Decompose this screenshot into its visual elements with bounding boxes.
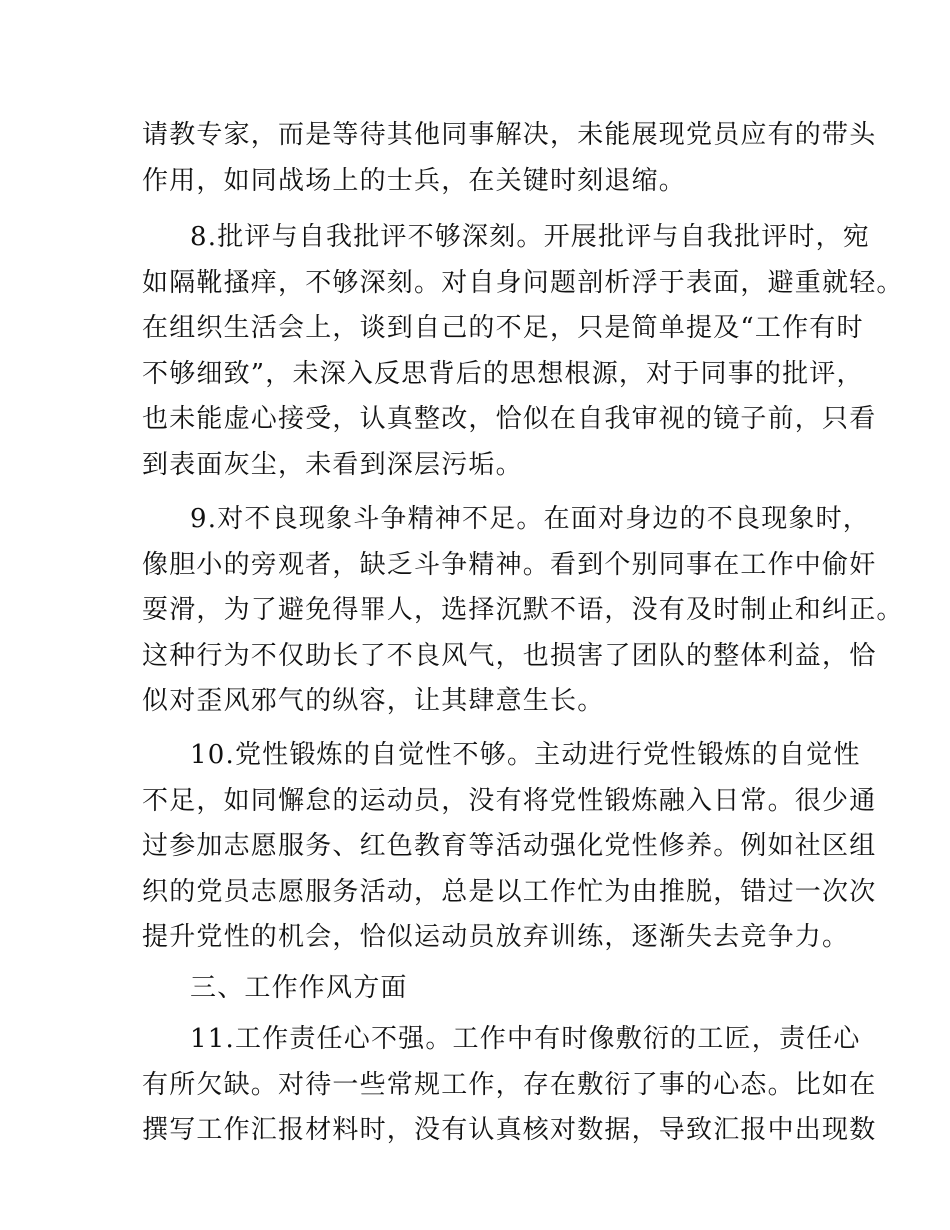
paragraph-heading-11: 11.工作责任心不强。工作中有时像敷衍的工匠，责任心 <box>190 1024 861 1054</box>
text-line: 也未能虚心接受，认真整改，恰似在自我审视的镜子前，只看 <box>142 404 877 434</box>
section-heading: 三、工作作风方面 <box>190 973 408 1003</box>
text-line: 像胆小的旁观者，缺乏斗争精神。看到个别同事在工作中偷奸 <box>142 550 877 580</box>
text-line: 不够细致”，未深入反思背后的思想根源，对于同事的批评， <box>142 359 864 389</box>
text-line: 过参加志愿服务、红色教育等活动强化党性修养。例如社区组 <box>142 831 877 861</box>
text-line: 请教专家，而是等待其他同事解决，未能展现党员应有的带头 <box>142 120 877 150</box>
text-line: 如隔靴搔痒，不够深刻。对自身问题剖析浮于表面，避重就轻。 <box>142 268 904 298</box>
text-line: 提升党性的机会，恰似运动员放弃训练，逐渐失去竞争力。 <box>142 922 850 952</box>
text-line: 似对歪风邪气的纵容，让其肆意生长。 <box>142 686 605 716</box>
paragraph-heading-10: 10.党性锻炼的自觉性不够。主动进行党性锻炼的自觉性 <box>190 740 861 770</box>
text-line: 织的党员志愿服务活动，总是以工作忙为由推脱，错过一次次 <box>142 877 877 907</box>
paragraph-heading-8: 8.批评与自我批评不够深刻。开展批评与自我批评时，宛 <box>190 222 871 252</box>
text-line: 不足，如同懈怠的运动员，没有将党性锻炼融入日常。很少通 <box>142 786 877 816</box>
text-line: 到表面灰尘，未看到深层污垢。 <box>142 450 523 480</box>
paragraph-heading-9: 9.对不良现象斗争精神不足。在面对身边的不良现象时， <box>190 504 871 534</box>
text-line: 这种行为不仅助长了不良风气，也损害了团队的整体利益，恰 <box>142 641 877 671</box>
text-line: 作用，如同战场上的士兵，在关键时刻退缩。 <box>142 166 687 196</box>
text-line: 有所欠缺。对待一些常规工作，存在敷衍了事的心态。比如在 <box>142 1070 877 1100</box>
text-line: 在组织生活会上，谈到自己的不足，只是简单提及“工作有时 <box>142 313 864 343</box>
text-line: 耍滑，为了避免得罪人，选择沉默不语，没有及时制止和纠正。 <box>142 595 904 625</box>
text-line: 撰写工作汇报材料时，没有认真核对数据，导致汇报中出现数 <box>142 1115 877 1145</box>
